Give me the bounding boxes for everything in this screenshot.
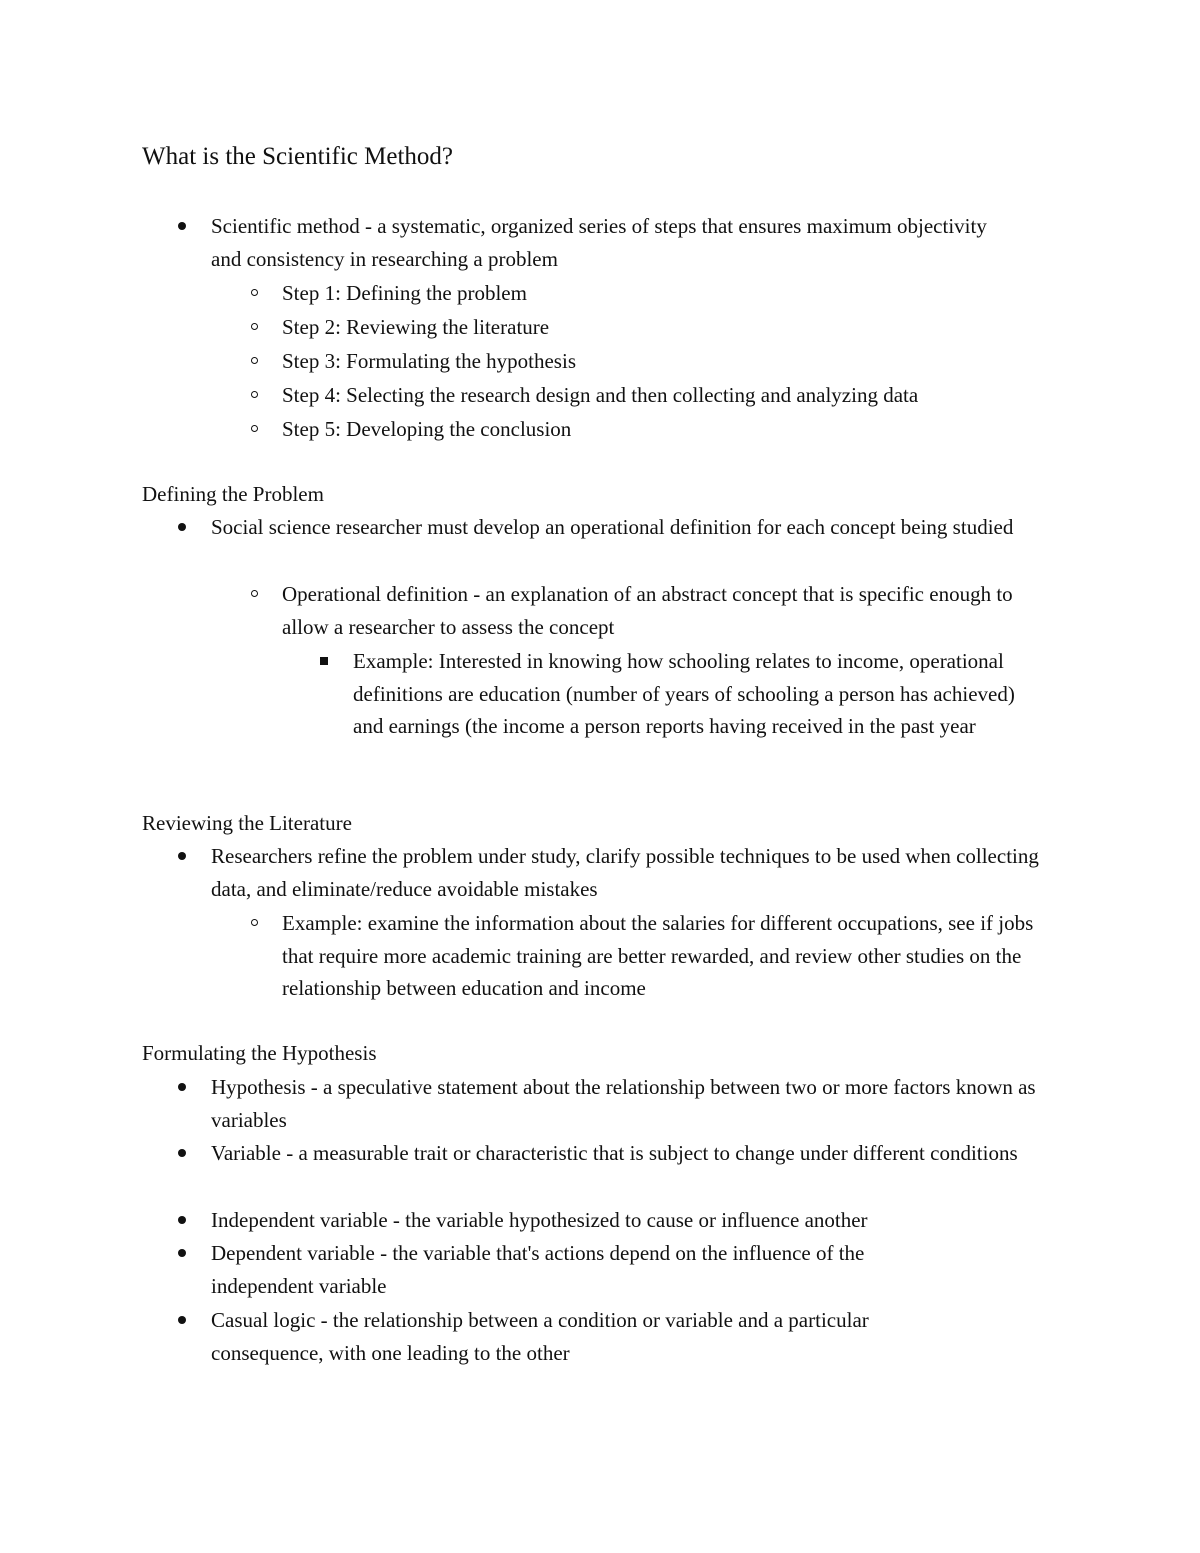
- list-item-text: Independent variable - the variable hypothesized to cause or influence another: [211, 1208, 868, 1232]
- list-item: [211, 1237, 956, 1302]
- list-item-text: Step 2: Reviewing the literature: [282, 315, 550, 339]
- section-heading: Defining the Problem: [142, 482, 324, 506]
- list-item: [282, 413, 1082, 446]
- list-item: [211, 1304, 971, 1369]
- list-item-text: Operational definition - an explanation of an abstract concept that is specific enough to allow a researcher to assess the concept: [282, 582, 1013, 639]
- bullet-dot-icon: [178, 1216, 186, 1224]
- bullet-square-icon: [320, 657, 328, 665]
- bullet-circle-icon: [251, 289, 258, 296]
- bullet-dot-icon: [178, 1083, 186, 1091]
- list-item: [211, 1204, 1061, 1237]
- list-item-text: Dependent variable - the variable that's actions depend on the influence of the independent variable: [211, 1241, 865, 1298]
- list-item: [282, 311, 1082, 344]
- bullet-circle-icon: [251, 391, 258, 398]
- list-item: [211, 210, 1001, 275]
- list-item: [211, 1137, 1021, 1170]
- list-item-text: Researchers refine the problem under study, clarify possible techniques to be used when collecting data, and eliminate/reduce avoidable mistakes: [211, 844, 1039, 901]
- list-item-text: Step 3: Formulating the hypothesis: [282, 349, 576, 373]
- section-heading: Reviewing the Literature: [142, 811, 352, 835]
- list-item-text: Step 4: Selecting the research design and then collecting and analyzing data: [282, 383, 919, 407]
- bullet-circle-icon: [251, 323, 258, 330]
- list-item-text: Step 1: Defining the problem: [282, 281, 527, 305]
- bullet-dot-icon: [178, 523, 186, 531]
- list-item-text: Social science researcher must develop an operational definition for each concept being studied: [211, 515, 1014, 539]
- list-item: [211, 1071, 1046, 1136]
- list-item-text: Example: examine the information about the salaries for different occupations, see if jobs that require more academic training are better rewarded, and review other studies on the relationship between education and income: [282, 911, 1034, 1000]
- bullet-dot-icon: [178, 222, 186, 230]
- bullet-circle-icon: [251, 590, 258, 597]
- list-item-text: Example: Interested in knowing how schooling relates to income, operational definitions are education (number of years of schooling a person has achieved) and earnings (the income a person reports having received in the past year: [353, 649, 1015, 738]
- list-item: [211, 511, 1061, 544]
- bullet-circle-icon: [251, 357, 258, 364]
- list-item-text: Step 5: Developing the conclusion: [282, 417, 572, 441]
- list-item: [282, 379, 1082, 412]
- section-heading: Formulating the Hypothesis: [142, 1041, 377, 1065]
- bullet-dot-icon: [178, 852, 186, 860]
- bullet-dot-icon: [178, 1149, 186, 1157]
- list-item: [282, 345, 1082, 378]
- bullet-circle-icon: [251, 919, 258, 926]
- page-title: What is the Scientific Method?: [142, 143, 454, 170]
- list-item: [282, 277, 1082, 310]
- list-item-text: Casual logic - the relationship between a condition or variable and a particular consequence, with one leading to the other: [211, 1308, 869, 1365]
- list-item: [353, 645, 1033, 743]
- bullet-dot-icon: [178, 1249, 186, 1257]
- list-item-text: Hypothesis - a speculative statement about the relationship between two or more factors known as variables: [211, 1075, 1036, 1132]
- list-item: [282, 578, 1022, 643]
- list-item: [211, 840, 1051, 905]
- list-item-text: Variable - a measurable trait or characteristic that is subject to change under different conditions: [211, 1141, 1018, 1165]
- bullet-circle-icon: [251, 425, 258, 432]
- list-item: [282, 907, 1067, 1005]
- list-item-text: Scientific method - a systematic, organized series of steps that ensures maximum objectivity and consistency in researching a problem: [211, 214, 987, 271]
- bullet-dot-icon: [178, 1316, 186, 1324]
